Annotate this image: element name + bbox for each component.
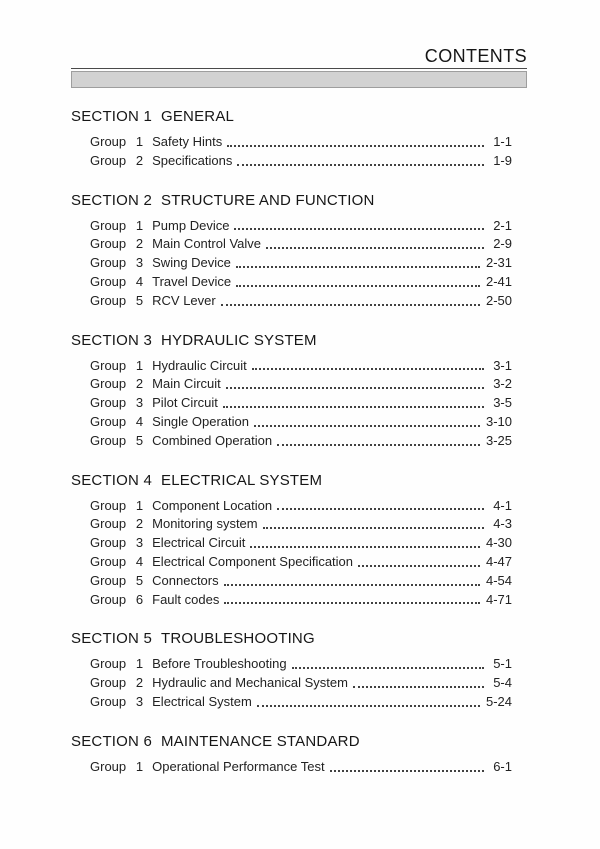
section-number-label: SECTION 4 [71, 471, 152, 489]
page-number: 3-25 [485, 432, 512, 448]
dot-leader [236, 266, 480, 268]
group-word: Group [90, 357, 127, 373]
dot-leader [252, 368, 484, 370]
toc-entry [71, 432, 527, 451]
dot-leader [330, 770, 484, 772]
group-word: Group [90, 395, 127, 411]
section-title: ELECTRICAL SYSTEM [160, 471, 323, 489]
group-number: 3 [135, 535, 144, 551]
page-number: 1-9 [493, 152, 512, 168]
group-number: 1 [135, 656, 144, 672]
group-word: Group [90, 255, 127, 271]
toc-entry [71, 534, 527, 553]
group-number: 2 [135, 236, 144, 252]
group-title: Electrical System [152, 693, 252, 709]
group-word: Group [90, 535, 127, 551]
toc-entry [71, 655, 527, 674]
dot-leader [257, 705, 480, 707]
group-title: Swing Device [152, 255, 231, 271]
toc-entry [71, 217, 527, 236]
section-title: HYDRAULIC SYSTEM [160, 331, 317, 349]
toc-entry [71, 254, 527, 273]
group-number: 4 [135, 553, 144, 569]
group-word: Group [90, 152, 127, 168]
toc-entry [71, 292, 527, 311]
group-word: Group [90, 675, 127, 691]
toc-entry [71, 758, 527, 777]
header-gray-bar [71, 71, 527, 88]
group-word: Group [90, 376, 127, 392]
page-number: 2-9 [493, 236, 512, 252]
page-number: 5-4 [493, 675, 512, 691]
toc-entry [71, 413, 527, 432]
group-word: Group [90, 134, 127, 149]
group-title: Hydraulic and Mechanical System [152, 675, 348, 691]
toc-section [71, 193, 527, 311]
group-title: Operational Performance Test [152, 758, 325, 774]
section-number-label: SECTION 2 [71, 191, 152, 209]
group-title: Hydraulic Circuit [152, 357, 247, 373]
page-number: 4-54 [485, 572, 512, 588]
group-title: Pilot Circuit [152, 395, 218, 411]
dot-leader [224, 602, 480, 604]
section-number-label: SECTION 1 [71, 108, 152, 125]
dot-leader [250, 546, 480, 548]
section-group-list [71, 217, 527, 311]
group-word: Group [90, 292, 127, 308]
page-number: 3-10 [485, 413, 512, 429]
group-number: 1 [135, 758, 144, 774]
dot-leader [234, 228, 484, 230]
group-word: Group [90, 217, 127, 233]
group-title: Fault codes [152, 591, 220, 607]
dot-leader [358, 565, 480, 567]
page-number: 1-1 [493, 134, 512, 149]
group-number: 1 [135, 134, 144, 149]
group-title: Monitoring system [152, 516, 258, 532]
toc-entry [71, 553, 527, 572]
page-number: 3-1 [493, 357, 512, 373]
group-word: Group [90, 516, 127, 532]
page-number: 4-47 [485, 553, 512, 569]
group-number: 3 [135, 693, 144, 709]
section-title: STRUCTURE AND FUNCTION [160, 191, 375, 209]
group-number: 2 [135, 516, 144, 532]
dot-leader [227, 145, 484, 147]
group-title: Main Circuit [152, 376, 221, 392]
section-title: TROUBLESHOOTING [160, 630, 315, 648]
dot-leader [266, 247, 484, 249]
group-word: Group [90, 656, 127, 672]
toc-section [71, 333, 527, 451]
dot-leader [221, 304, 480, 306]
group-number: 2 [135, 152, 144, 168]
toc-entry [71, 674, 527, 693]
group-title: RCV Lever [152, 292, 216, 308]
toc-section [71, 109, 527, 171]
section-group-list [71, 655, 527, 711]
group-number: 5 [135, 292, 144, 308]
dot-leader [223, 406, 484, 408]
group-title: Pump Device [152, 217, 230, 233]
section-group-list [71, 758, 527, 777]
page-number: 3-2 [493, 376, 512, 392]
section-group-list [71, 497, 527, 610]
group-title: Main Control Valve [152, 236, 262, 252]
page-number: 4-71 [485, 591, 512, 607]
section-heading [71, 631, 527, 647]
section-title: GENERAL [160, 108, 235, 125]
page-number: 6-1 [493, 758, 512, 774]
group-title: Before Troubleshooting [152, 656, 287, 672]
group-number: 1 [135, 217, 144, 233]
toc-entry [71, 133, 527, 152]
page-number: 2-50 [485, 292, 512, 308]
header-rule [71, 68, 527, 69]
group-word: Group [90, 693, 127, 709]
page-number: 2-1 [493, 217, 512, 233]
group-word: Group [90, 497, 127, 513]
group-number: 3 [135, 255, 144, 271]
toc-section [71, 631, 527, 711]
toc-entry [71, 515, 527, 534]
group-number: 2 [135, 675, 144, 691]
toc-entry [71, 273, 527, 292]
section-number-label: SECTION 6 [71, 732, 152, 750]
page-number: 4-1 [493, 497, 512, 513]
dot-leader [292, 667, 484, 669]
toc-entry [71, 693, 527, 712]
group-word: Group [90, 553, 127, 569]
section-number-label: SECTION 3 [71, 331, 152, 349]
section-heading [71, 473, 527, 489]
group-number: 1 [135, 497, 144, 513]
group-word: Group [90, 273, 127, 289]
section-number-label: SECTION 5 [71, 630, 152, 648]
toc-entry [71, 235, 527, 254]
group-title: Single Operation [152, 413, 249, 429]
group-title: Travel Device [152, 273, 232, 289]
group-number: 1 [135, 357, 144, 373]
section-heading [71, 734, 527, 750]
section-title: MAINTENANCE STANDARD [160, 732, 360, 750]
dot-leader [254, 425, 480, 427]
table-of-contents [71, 109, 527, 777]
page-number: 4-3 [493, 516, 512, 532]
section-group-list [71, 133, 527, 171]
group-number: 5 [135, 432, 144, 448]
dot-leader [277, 508, 484, 510]
dot-leader [277, 444, 480, 446]
group-word: Group [90, 236, 127, 252]
group-number: 5 [135, 572, 144, 588]
toc-entry [71, 591, 527, 610]
group-title: Component Location [152, 497, 273, 513]
group-number: 2 [135, 376, 144, 392]
dot-leader [237, 164, 484, 166]
dot-leader [236, 285, 480, 287]
group-word: Group [90, 432, 127, 448]
dot-leader [226, 387, 484, 389]
section-heading [71, 193, 527, 209]
dot-leader [353, 686, 484, 688]
page-number: 4-30 [485, 535, 512, 551]
section-heading [71, 109, 527, 125]
page-number: 5-1 [493, 656, 512, 672]
toc-section [71, 734, 527, 777]
group-word: Group [90, 758, 127, 774]
toc-entry [71, 152, 527, 171]
section-group-list [71, 357, 527, 451]
group-title: Safety Hints [152, 134, 223, 149]
toc-entry [71, 572, 527, 591]
toc-entry [71, 394, 527, 413]
group-word: Group [90, 572, 127, 588]
group-title: Connectors [152, 572, 219, 588]
page-number: 5-24 [485, 693, 512, 709]
page-title: CONTENTS [424, 46, 527, 66]
page-number: 2-41 [485, 273, 512, 289]
group-number: 4 [135, 413, 144, 429]
group-number: 6 [135, 591, 144, 607]
group-title: Electrical Component Specification [152, 553, 354, 569]
page-header [71, 0, 527, 88]
group-title: Combined Operation [152, 432, 273, 448]
group-title: Electrical Circuit [152, 535, 246, 551]
dot-leader [224, 584, 480, 586]
group-word: Group [90, 413, 127, 429]
toc-entry [71, 357, 527, 376]
toc-section [71, 473, 527, 610]
toc-entry [71, 375, 527, 394]
group-number: 4 [135, 273, 144, 289]
page-number: 3-5 [493, 395, 512, 411]
toc-entry [71, 497, 527, 516]
group-number: 3 [135, 395, 144, 411]
dot-leader [263, 527, 484, 529]
group-word: Group [90, 591, 127, 607]
page-number: 2-31 [485, 255, 512, 271]
group-title: Specifications [152, 152, 233, 168]
section-heading [71, 333, 527, 349]
